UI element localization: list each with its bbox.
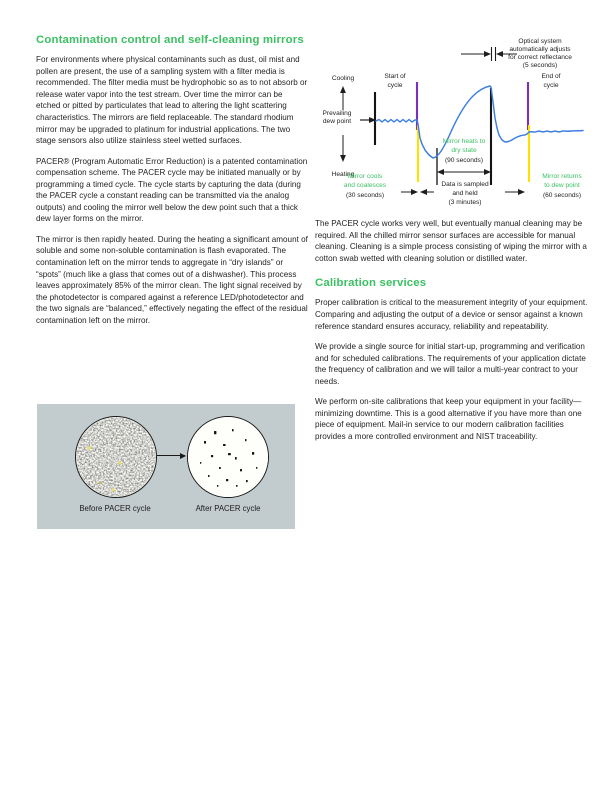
transition-arrow-icon xyxy=(157,455,185,456)
mirror-returns-duration: (60 seconds) xyxy=(542,192,582,199)
sampled-arrow-left-icon xyxy=(420,189,427,195)
right-column xyxy=(315,218,589,442)
reflectance-arrow-left-icon xyxy=(496,51,503,57)
mirror-temperature-trace xyxy=(376,86,583,158)
mirror-heats-label-line2: dry state xyxy=(451,147,477,154)
end-of-cycle-label-line1: End of xyxy=(541,73,561,80)
paragraph: Proper calibration is critical to the measurement integrity of your equipment. Comparing and adjusting the output of a device or sensor against a known reference standard ensures accuracy, reliability and repeatability. xyxy=(315,298,588,331)
heats-span-arrow-left-icon xyxy=(437,169,444,175)
optical-system-label-line4: (5 seconds) xyxy=(522,62,558,69)
mirror-after-image xyxy=(187,416,269,498)
cooling-label: Cooling xyxy=(331,75,355,82)
figure-caption-before: Before PACER cycle xyxy=(79,504,151,513)
heating-label: Heating xyxy=(331,171,355,178)
mirror-returns-label-line1: Mirror returns xyxy=(542,173,582,180)
paragraph: PACER® (Program Automatic Error Reduction) is a patented contamination compensation scheme. The PACER cycle may be initiated manually or by programming a timed cycle. The cycle starts by capturing the data (during the PACER cycle a constant reading can be transmitted via the analog outputs) and cooling the mirror well below the dew point such that a thick dew layer forms on the mirror. xyxy=(36,156,308,224)
cools-arrow-icon xyxy=(411,189,418,195)
sampled-arrow-right-icon xyxy=(518,189,525,195)
pacer-cycle-svg xyxy=(313,30,593,212)
heating-arrow-icon xyxy=(340,155,346,162)
optical-system-label-line2: automatically adjusts xyxy=(509,46,571,53)
paragraph: The PACER cycle works very well, but eventually manual cleaning may be required. All the chilled mirror sensor surfaces are accessible for manual cleaning. Cleaning is a simple process consisting of wiping the mirror with a cotton swab wetted with cleaning solution or distilled water. xyxy=(315,219,587,263)
mirror-cools-label-line1: Mirror cools xyxy=(347,173,383,180)
contaminated-mirror-texture xyxy=(76,417,156,497)
pacer-cycle-chart xyxy=(313,30,593,210)
paragraph: For environments where physical contaminants such as dust, oil mist and pollen are present, the use of a sampling system with a filter media is recommended. The filter media must be hydrophobic so as to not absorb or release water vapor into the test stream. Over time the mirror can be etched or pitted by particulates that lead to altering the light scattering characteristics. The mirrors are field replaceable. The standard rhodium mirror may be upgraded to platinum for industrial applications. The two stage sensors also utilize stainless steel wetted surfaces. xyxy=(36,55,308,146)
paragraph: We perform on-site calibrations that keep your equipment in your facility—minimizing downtime. This is a good alternative if you have more than one piece of equipment. Mail-in service to our modern calibration facilities provides a more controlled environment and NIST traceability. xyxy=(315,397,582,441)
start-of-cycle-label-line2: cycle xyxy=(387,82,403,89)
mirror-cools-label-line2: and coalesces xyxy=(343,182,387,189)
calibration-services-heading: Calibration services xyxy=(315,277,427,290)
optical-system-label-line3: for correct reflectance xyxy=(508,54,572,61)
mirror-cools-duration: (30 seconds) xyxy=(345,192,385,199)
figure-caption-after: After PACER cycle xyxy=(195,504,261,513)
optical-system-label-line1: Optical system xyxy=(518,38,562,45)
clean-mirror-texture xyxy=(188,417,268,497)
paragraph: We provide a single source for initial start-up, programming and verification and for scheduled calibrations. The requirements of your application dictate the frequency of calibration and we will tailor a multi-year contract to your needs. xyxy=(315,342,586,386)
data-sampled-duration: (3 minutes) xyxy=(448,199,482,206)
page-title: Contamination control and self-cleaning mirrors xyxy=(36,34,304,46)
mirror-heats-label-line1: Mirror heats to xyxy=(442,138,486,145)
data-sampled-label-line1: Data is sampled xyxy=(441,181,489,188)
mirror-images xyxy=(37,412,295,500)
cooling-arrow-icon xyxy=(340,86,346,93)
data-sampled-label-line2: and held xyxy=(452,190,478,197)
end-of-cycle-label-line2: cycle xyxy=(543,82,559,89)
pacer-comparison-figure xyxy=(37,404,295,529)
paragraph: The mirror is then rapidly heated. During the heating a significant amount of soluble and some non-soluble contamination is flash evaporated. The contamination left on the mirror tends to aggregate in “dry islands” or “spots” (much like a glass that comes out of a dishwasher). This process leaves approximately 85% of the mirror clean. The light signal received by the photodetector is compared against a reference LED/photodetector and the two signals are “balanced,” effectively negating the effect of the residual contamination left on the mirror. xyxy=(36,234,308,325)
dew-point-label-line1: Prevailing xyxy=(322,110,352,117)
left-column xyxy=(36,33,308,326)
mirror-returns-label-line2: to dew point xyxy=(544,182,580,189)
mirror-before-image xyxy=(75,416,157,498)
start-of-cycle-label-line1: Start of xyxy=(384,73,406,80)
dew-point-label-line2: dew point xyxy=(322,118,352,125)
mirror-heats-duration: (90 seconds) xyxy=(444,157,484,164)
reflectance-arrow-right-icon xyxy=(484,51,491,57)
